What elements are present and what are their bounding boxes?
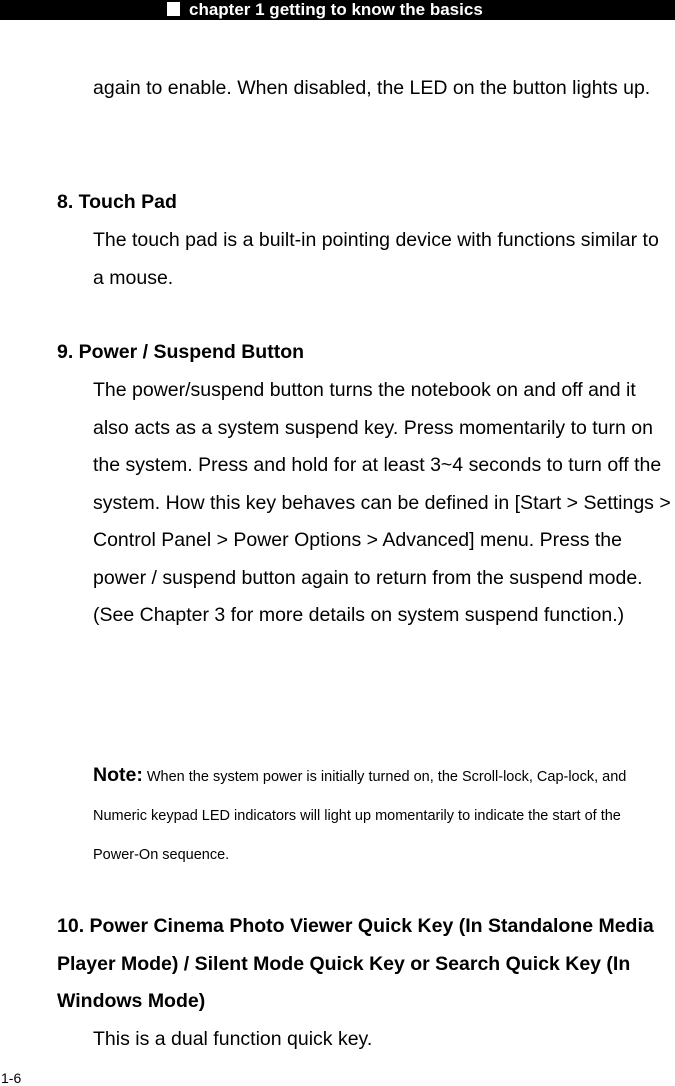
note-label: Note: — [93, 764, 143, 786]
section-body-touch-pad: The touch pad is a built-in pointing device with functions similar to a mouse. — [93, 229, 659, 289]
chapter-title: chapter 1 getting to know the basics — [189, 0, 483, 19]
section-body-power-suspend-button: The power/suspend button turns the notebook on and off and it also acts as a system suspend key. Press momentarily to turn on the system. Press and hold for at least 3~4 seconds to turn off the system. How this key behaves can be defined in [Start > Settings > Control Panel > Power Options > Advanced] menu. Press the power / suspend button again to return from the suspend mode. (See Chapter 3 for more details on system suspend function.) — [93, 379, 671, 626]
note-block — [93, 756, 663, 875]
note-text: When the system power is initially turned on, the Scroll-lock, Cap-lock, and Numeric keypad LED indicators will light up momentarily to indicate the start of the Power-On sequence. — [93, 769, 627, 863]
section-body-power-cinema-quick-key: This is a dual function quick key. — [93, 1028, 373, 1050]
section-heading-power-cinema-quick-key: 10. Power Cinema Photo Viewer Quick Key (In Standalone Media Player Mode) / Silent Mode Quick Key or Search Quick Key (In Windows Mode) — [57, 915, 654, 1012]
page-number: 1-6 — [1, 1070, 22, 1086]
section-heading-power-suspend-button: 9. Power / Suspend Button — [57, 341, 305, 363]
section-heading-touch-pad: 8. Touch Pad — [57, 191, 177, 213]
continued-paragraph: again to enable. When disabled, the LED on the button lights up. — [93, 77, 651, 99]
header-square-icon — [167, 2, 180, 16]
chapter-header-bar — [0, 0, 675, 20]
